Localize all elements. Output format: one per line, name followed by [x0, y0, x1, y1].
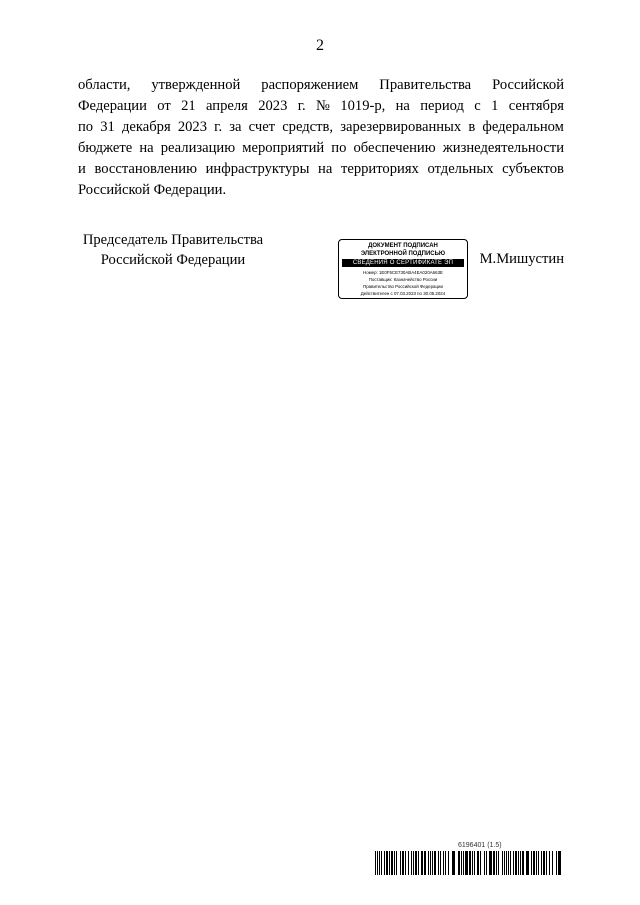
word: области, — [78, 77, 131, 93]
barcode-bar — [377, 851, 378, 875]
body-line-3 — [78, 117, 564, 138]
barcode-bar — [405, 851, 406, 875]
word: 1 — [491, 98, 499, 114]
barcode-bar — [513, 851, 514, 875]
body-line-5 — [78, 159, 564, 180]
word: по — [78, 119, 94, 135]
barcode-bar — [498, 851, 499, 875]
word: 2023 — [258, 98, 288, 114]
barcode-bar — [515, 851, 517, 875]
word: распоряжением — [261, 77, 359, 93]
barcode-bar — [510, 851, 511, 875]
word: средств, — [282, 119, 334, 135]
word: апреля — [205, 98, 248, 114]
barcode-bar — [428, 851, 429, 875]
word: период — [420, 98, 464, 114]
barcode-bar — [434, 851, 436, 875]
barcode-bar — [445, 851, 446, 875]
barcode-bar — [469, 851, 471, 875]
word: с — [474, 98, 481, 114]
word: от — [157, 98, 171, 114]
barcode-bar — [396, 851, 397, 875]
word: утвержденной — [151, 77, 241, 93]
barcode-bar — [391, 851, 393, 875]
stamp-validity: Действителен с 07.03.2023 по 30.05.2024 — [360, 291, 446, 296]
page-number: 2 — [316, 37, 324, 54]
stamp-supplier: Поставщик: Казначейство России — [368, 277, 438, 282]
word: за — [229, 119, 242, 135]
word: 31 — [100, 119, 115, 135]
stamp-certificate-banner: СВЕДЕНИЯ О СЕРТИФИКАТЕ ЭП — [342, 259, 464, 267]
word: обеспечению — [353, 140, 436, 156]
barcode-bar — [520, 851, 521, 875]
word: счет — [248, 119, 276, 135]
barcode-bar — [400, 851, 401, 875]
signatory-title — [78, 230, 268, 270]
word: жизнедеятельности — [442, 140, 564, 156]
word: территориях — [340, 161, 419, 177]
signatory-title-line-2: Российской Федерации — [100, 252, 246, 268]
barcode-bar — [432, 851, 433, 875]
barcode-bar — [506, 851, 507, 875]
stamp-owner: Правительство Российской Федерации — [363, 284, 443, 289]
barcode-bar — [384, 851, 385, 875]
barcode-bar — [526, 851, 529, 875]
word: декабря — [121, 119, 171, 135]
barcode-bar — [558, 851, 561, 875]
signatory-title-line-1: Председатель Правительства — [82, 232, 264, 248]
barcode-bar — [543, 851, 545, 875]
electronic-signature-stamp — [338, 239, 468, 299]
barcode-bar — [402, 851, 404, 875]
word: Федерации — [78, 98, 147, 114]
barcode-bar — [381, 851, 382, 875]
word: мероприятий — [242, 140, 325, 156]
barcode-bar — [394, 851, 395, 875]
barcode-bar — [418, 851, 419, 875]
barcode-bar — [531, 851, 532, 875]
barcode-bar — [480, 851, 481, 875]
barcode-bar — [438, 851, 439, 875]
body-line-2 — [78, 96, 564, 117]
barcode-bar — [443, 851, 444, 875]
barcode-bar — [493, 851, 495, 875]
word: Российской — [492, 77, 564, 93]
barcode-bar — [489, 851, 492, 875]
barcode-bar — [556, 851, 557, 875]
word: 2023 — [177, 119, 207, 135]
word: г. — [214, 119, 223, 135]
word: субъектов — [502, 161, 564, 177]
barcode-bar — [440, 851, 441, 875]
barcode-bar — [452, 851, 455, 875]
word: зарезервированных — [340, 119, 462, 135]
body-line-4 — [78, 138, 564, 159]
barcode-bar — [518, 851, 519, 875]
body-line-1 — [78, 75, 564, 96]
body-line-6: Российской Федерации. — [78, 182, 227, 198]
barcode-bar — [504, 851, 505, 875]
word: и — [78, 161, 86, 177]
barcode-bar — [458, 851, 460, 875]
barcode-bar — [496, 851, 497, 875]
barcode-bar — [411, 851, 412, 875]
word: на — [139, 140, 154, 156]
barcode-bar — [424, 851, 426, 875]
barcode-bar — [486, 851, 487, 875]
word: федеральном — [482, 119, 564, 135]
barcode-bar — [375, 851, 376, 875]
barcode-bar — [389, 851, 390, 875]
barcode-bar — [522, 851, 524, 875]
barcode-bar — [541, 851, 542, 875]
barcode-bar — [549, 851, 550, 875]
signer-name: М.Мишустин — [479, 251, 564, 267]
barcode-bar — [472, 851, 473, 875]
barcode-bar — [421, 851, 423, 875]
barcode-bar — [474, 851, 475, 875]
barcode-bar — [465, 851, 468, 875]
barcode-bar — [502, 851, 503, 875]
barcode-bar — [484, 851, 485, 875]
word: 1019-р, — [340, 98, 386, 114]
stamp-line-2: ЭЛЕКТРОННОЙ ПОДПИСЬЮ — [360, 251, 446, 257]
barcode-bar — [408, 851, 409, 875]
barcode-bar — [477, 851, 479, 875]
word: сентября — [508, 98, 564, 114]
barcode-bar — [379, 851, 380, 875]
word: на — [318, 161, 333, 177]
word: № — [316, 98, 330, 114]
barcode-bar — [415, 851, 417, 875]
barcode-bar — [430, 851, 431, 875]
barcode-bar — [461, 851, 462, 875]
stamp-serial: Номер: 1E0F5CE730ABA4EA020A663E — [363, 270, 443, 275]
word: реализацию — [160, 140, 236, 156]
barcode-bar — [546, 851, 547, 875]
stamp-line-1: ДОКУМЕНТ ПОДПИСАН — [368, 243, 438, 249]
barcode-bar — [533, 851, 535, 875]
barcode-bar — [538, 851, 539, 875]
barcode-bar — [508, 851, 509, 875]
word: г. — [297, 98, 306, 114]
barcode — [375, 851, 561, 875]
word: Правительства — [379, 77, 472, 93]
word: бюджете — [78, 140, 133, 156]
barcode-label: 6196401 (1.5) — [458, 842, 502, 849]
barcode-bar — [386, 851, 388, 875]
barcode-bar — [536, 851, 537, 875]
word: 21 — [181, 98, 196, 114]
body-paragraph — [78, 75, 564, 201]
word: на — [395, 98, 410, 114]
barcode-bar — [413, 851, 414, 875]
word: инфраструктуры — [205, 161, 310, 177]
word: по — [331, 140, 347, 156]
barcode-bar — [552, 851, 553, 875]
word: восстановлению — [94, 161, 197, 177]
barcode-bar — [463, 851, 464, 875]
word: в — [468, 119, 476, 135]
word: отдельных — [427, 161, 494, 177]
barcode-bar — [448, 851, 449, 875]
